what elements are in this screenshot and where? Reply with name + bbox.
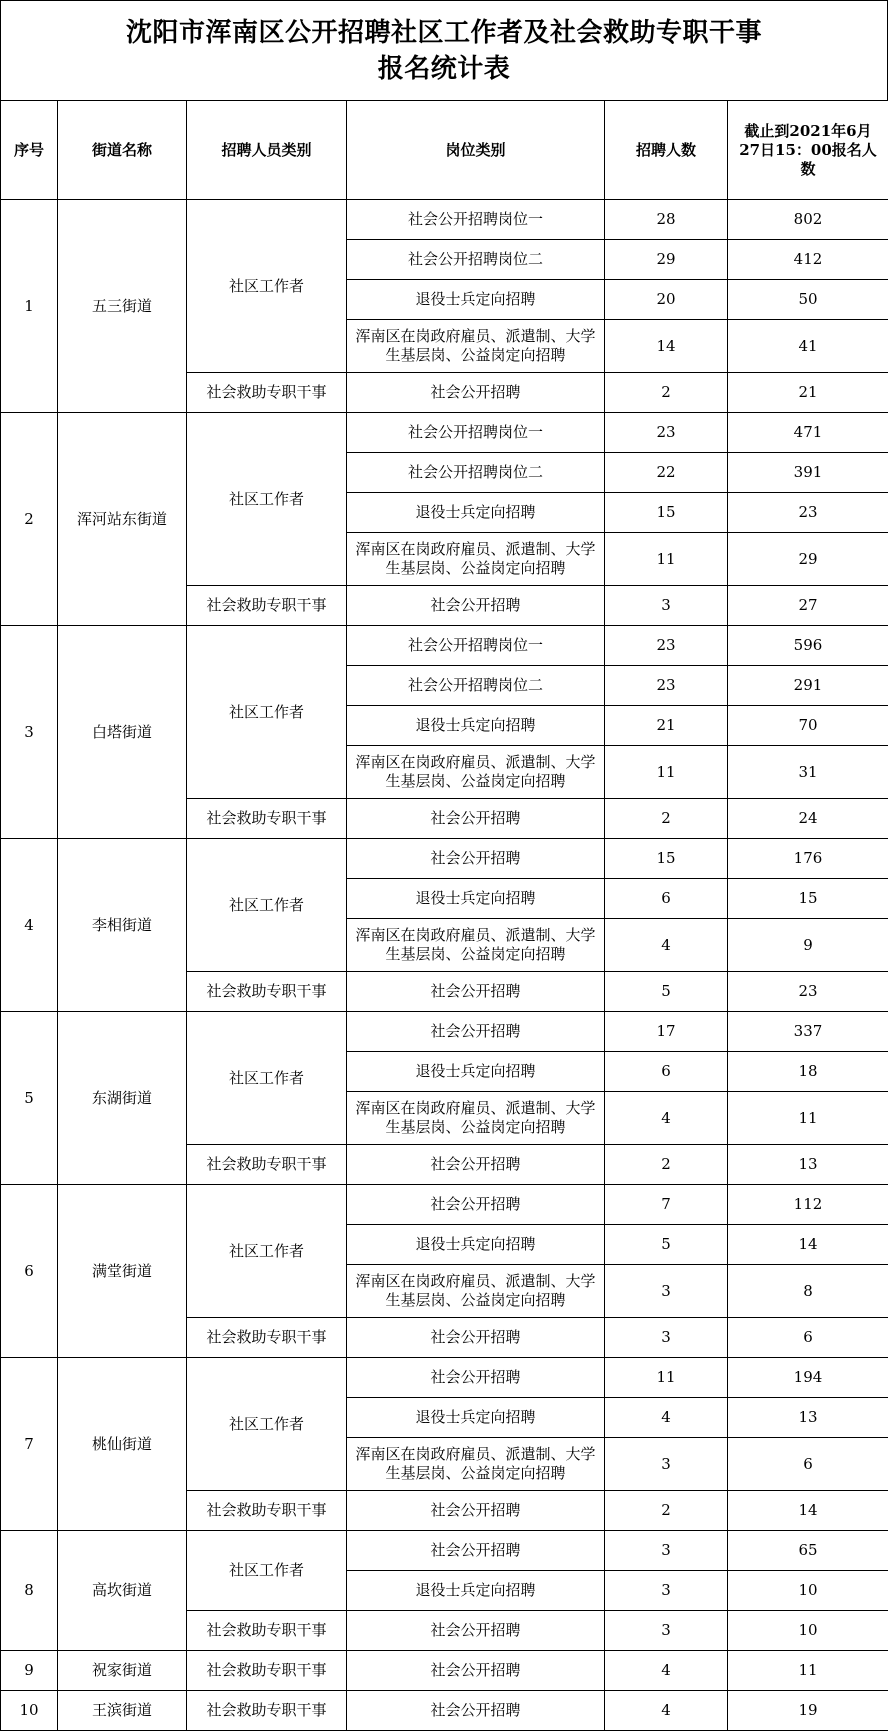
- cell-position: 社会公开招聘: [347, 972, 605, 1012]
- header-position: 岗位类别: [347, 101, 605, 200]
- cell-category: 社会救助专职干事: [187, 799, 347, 839]
- cell-applicants: 291: [728, 666, 888, 706]
- cell-position: 社会公开招聘: [347, 1185, 605, 1225]
- cell-applicants: 29: [728, 533, 888, 586]
- cell-street-name: 满堂街道: [58, 1185, 187, 1358]
- header-seq: 序号: [1, 101, 58, 200]
- cell-street-name: 祝家街道: [58, 1651, 187, 1691]
- cell-seq: 5: [1, 1012, 58, 1185]
- cell-applicants: 9: [728, 919, 888, 972]
- header-row: [1, 101, 888, 200]
- cell-category: 社会救助专职干事: [187, 373, 347, 413]
- cell-category: 社区工作者: [187, 200, 347, 373]
- cell-category: 社区工作者: [187, 1531, 347, 1611]
- cell-applicants: 194: [728, 1358, 888, 1398]
- registration-table: [0, 100, 888, 1731]
- cell-position: 社会公开招聘: [347, 1358, 605, 1398]
- cell-category: 社会救助专职干事: [187, 586, 347, 626]
- cell-quota: 15: [605, 493, 728, 533]
- cell-position: 社会公开招聘: [347, 1491, 605, 1531]
- cell-quota: 4: [605, 1092, 728, 1145]
- table-row: [1, 1691, 888, 1731]
- table-row: [1, 1651, 888, 1691]
- table-row: [1, 413, 888, 453]
- cell-position: 社会公开招聘岗位一: [347, 200, 605, 240]
- cell-quota: 3: [605, 1318, 728, 1358]
- cell-position: 社会公开招聘: [347, 1691, 605, 1731]
- cell-quota: 7: [605, 1185, 728, 1225]
- cell-position: 浑南区在岗政府雇员、派遣制、大学生基层岗、公益岗定向招聘: [347, 1265, 605, 1318]
- cell-quota: 17: [605, 1012, 728, 1052]
- cell-category: 社区工作者: [187, 1358, 347, 1491]
- cell-seq: 4: [1, 839, 58, 1012]
- header-quota: 招聘人数: [605, 101, 728, 200]
- cell-position: 社会公开招聘: [347, 586, 605, 626]
- cell-position: 退役士兵定向招聘: [347, 493, 605, 533]
- cell-quota: 2: [605, 1491, 728, 1531]
- cell-quota: 4: [605, 1651, 728, 1691]
- cell-category: 社会救助专职干事: [187, 1145, 347, 1185]
- cell-quota: 2: [605, 1145, 728, 1185]
- title-line-2: 报名统计表: [1, 51, 887, 87]
- cell-position: 社会公开招聘: [347, 1145, 605, 1185]
- cell-applicants: 471: [728, 413, 888, 453]
- cell-position: 社会公开招聘: [347, 1611, 605, 1651]
- cell-quota: 5: [605, 972, 728, 1012]
- cell-position: 社会公开招聘: [347, 839, 605, 879]
- cell-quota: 3: [605, 586, 728, 626]
- cell-quota: 6: [605, 1052, 728, 1092]
- cell-position: 社会公开招聘: [347, 1318, 605, 1358]
- cell-applicants: 65: [728, 1531, 888, 1571]
- table-row: [1, 200, 888, 240]
- cell-seq: 2: [1, 413, 58, 626]
- table-body: [1, 200, 888, 1731]
- cell-position: 社会公开招聘: [347, 1651, 605, 1691]
- cell-applicants: 14: [728, 1225, 888, 1265]
- cell-position: 退役士兵定向招聘: [347, 706, 605, 746]
- cell-applicants: 412: [728, 240, 888, 280]
- cell-category: 社区工作者: [187, 839, 347, 972]
- cell-applicants: 27: [728, 586, 888, 626]
- cell-applicants: 23: [728, 493, 888, 533]
- cell-applicants: 19: [728, 1691, 888, 1731]
- cell-quota: 28: [605, 200, 728, 240]
- cell-seq: 7: [1, 1358, 58, 1531]
- table-row: [1, 626, 888, 666]
- cell-quota: 3: [605, 1531, 728, 1571]
- cell-category: 社区工作者: [187, 626, 347, 799]
- cell-position: 社会公开招聘岗位一: [347, 413, 605, 453]
- cell-applicants: 18: [728, 1052, 888, 1092]
- cell-applicants: 70: [728, 706, 888, 746]
- cell-position: 浑南区在岗政府雇员、派遣制、大学生基层岗、公益岗定向招聘: [347, 1438, 605, 1491]
- table-row: [1, 839, 888, 879]
- cell-quota: 3: [605, 1611, 728, 1651]
- cell-applicants: 10: [728, 1611, 888, 1651]
- cell-applicants: 21: [728, 373, 888, 413]
- cell-quota: 22: [605, 453, 728, 493]
- cell-position: 浑南区在岗政府雇员、派遣制、大学生基层岗、公益岗定向招聘: [347, 919, 605, 972]
- cell-quota: 3: [605, 1265, 728, 1318]
- cell-applicants: 31: [728, 746, 888, 799]
- cell-position: 退役士兵定向招聘: [347, 280, 605, 320]
- cell-applicants: 11: [728, 1092, 888, 1145]
- cell-applicants: 13: [728, 1398, 888, 1438]
- cell-applicants: 337: [728, 1012, 888, 1052]
- cell-applicants: 391: [728, 453, 888, 493]
- cell-applicants: 14: [728, 1491, 888, 1531]
- header-category: 招聘人员类别: [187, 101, 347, 200]
- cell-position: 退役士兵定向招聘: [347, 1225, 605, 1265]
- cell-category: 社会救助专职干事: [187, 1318, 347, 1358]
- cell-quota: 23: [605, 626, 728, 666]
- cell-position: 退役士兵定向招聘: [347, 1398, 605, 1438]
- cell-quota: 20: [605, 280, 728, 320]
- cell-quota: 4: [605, 919, 728, 972]
- cell-street-name: 白塔街道: [58, 626, 187, 839]
- cell-position: 社会公开招聘岗位二: [347, 453, 605, 493]
- cell-applicants: 176: [728, 839, 888, 879]
- cell-applicants: 596: [728, 626, 888, 666]
- cell-position: 退役士兵定向招聘: [347, 879, 605, 919]
- cell-applicants: 6: [728, 1438, 888, 1491]
- cell-category: 社会救助专职干事: [187, 1611, 347, 1651]
- cell-seq: 9: [1, 1651, 58, 1691]
- cell-position: 社会公开招聘: [347, 799, 605, 839]
- cell-applicants: 8: [728, 1265, 888, 1318]
- cell-position: 浑南区在岗政府雇员、派遣制、大学生基层岗、公益岗定向招聘: [347, 746, 605, 799]
- cell-applicants: 112: [728, 1185, 888, 1225]
- cell-position: 社会公开招聘: [347, 1531, 605, 1571]
- cell-quota: 14: [605, 320, 728, 373]
- table-row: [1, 1012, 888, 1052]
- cell-quota: 4: [605, 1691, 728, 1731]
- cell-street-name: 浑河站东街道: [58, 413, 187, 626]
- header-applicants: 截止到2021年6月27日15：00报名人数: [728, 101, 888, 200]
- cell-category: 社区工作者: [187, 413, 347, 586]
- document-title: [0, 0, 888, 100]
- cell-applicants: 6: [728, 1318, 888, 1358]
- cell-applicants: 10: [728, 1571, 888, 1611]
- cell-position: 退役士兵定向招聘: [347, 1052, 605, 1092]
- cell-quota: 11: [605, 746, 728, 799]
- cell-position: 社会公开招聘岗位二: [347, 666, 605, 706]
- cell-position: 社会公开招聘岗位二: [347, 240, 605, 280]
- cell-applicants: 24: [728, 799, 888, 839]
- cell-quota: 29: [605, 240, 728, 280]
- cell-position: 浑南区在岗政府雇员、派遣制、大学生基层岗、公益岗定向招聘: [347, 320, 605, 373]
- cell-category: 社会救助专职干事: [187, 1651, 347, 1691]
- cell-category: 社会救助专职干事: [187, 1491, 347, 1531]
- header-street: 街道名称: [58, 101, 187, 200]
- cell-applicants: 41: [728, 320, 888, 373]
- cell-applicants: 11: [728, 1651, 888, 1691]
- cell-quota: 3: [605, 1438, 728, 1491]
- cell-quota: 5: [605, 1225, 728, 1265]
- cell-applicants: 50: [728, 280, 888, 320]
- title-line-1: 沈阳市浑南区公开招聘社区工作者及社会救助专职干事: [1, 15, 887, 51]
- cell-applicants: 13: [728, 1145, 888, 1185]
- table-row: [1, 1531, 888, 1571]
- cell-category: 社会救助专职干事: [187, 1691, 347, 1731]
- cell-quota: 23: [605, 413, 728, 453]
- cell-position: 社会公开招聘岗位一: [347, 626, 605, 666]
- cell-quota: 2: [605, 373, 728, 413]
- cell-seq: 8: [1, 1531, 58, 1651]
- cell-position: 浑南区在岗政府雇员、派遣制、大学生基层岗、公益岗定向招聘: [347, 533, 605, 586]
- cell-street-name: 王滨街道: [58, 1691, 187, 1731]
- cell-quota: 6: [605, 879, 728, 919]
- cell-street-name: 桃仙街道: [58, 1358, 187, 1531]
- cell-category: 社会救助专职干事: [187, 972, 347, 1012]
- cell-seq: 10: [1, 1691, 58, 1731]
- cell-seq: 6: [1, 1185, 58, 1358]
- cell-street-name: 高坎街道: [58, 1531, 187, 1651]
- cell-street-name: 李相街道: [58, 839, 187, 1012]
- cell-quota: 21: [605, 706, 728, 746]
- cell-quota: 2: [605, 799, 728, 839]
- table-row: [1, 1185, 888, 1225]
- cell-quota: 23: [605, 666, 728, 706]
- cell-seq: 3: [1, 626, 58, 839]
- cell-category: 社区工作者: [187, 1185, 347, 1318]
- cell-applicants: 15: [728, 879, 888, 919]
- cell-quota: 4: [605, 1398, 728, 1438]
- cell-street-name: 五三街道: [58, 200, 187, 413]
- cell-position: 社会公开招聘: [347, 1012, 605, 1052]
- cell-seq: 1: [1, 200, 58, 413]
- cell-applicants: 802: [728, 200, 888, 240]
- cell-applicants: 23: [728, 972, 888, 1012]
- cell-quota: 11: [605, 1358, 728, 1398]
- cell-quota: 3: [605, 1571, 728, 1611]
- table-row: [1, 1358, 888, 1398]
- cell-position: 浑南区在岗政府雇员、派遣制、大学生基层岗、公益岗定向招聘: [347, 1092, 605, 1145]
- cell-category: 社区工作者: [187, 1012, 347, 1145]
- cell-street-name: 东湖街道: [58, 1012, 187, 1185]
- cell-quota: 11: [605, 533, 728, 586]
- cell-position: 社会公开招聘: [347, 373, 605, 413]
- cell-quota: 15: [605, 839, 728, 879]
- cell-position: 退役士兵定向招聘: [347, 1571, 605, 1611]
